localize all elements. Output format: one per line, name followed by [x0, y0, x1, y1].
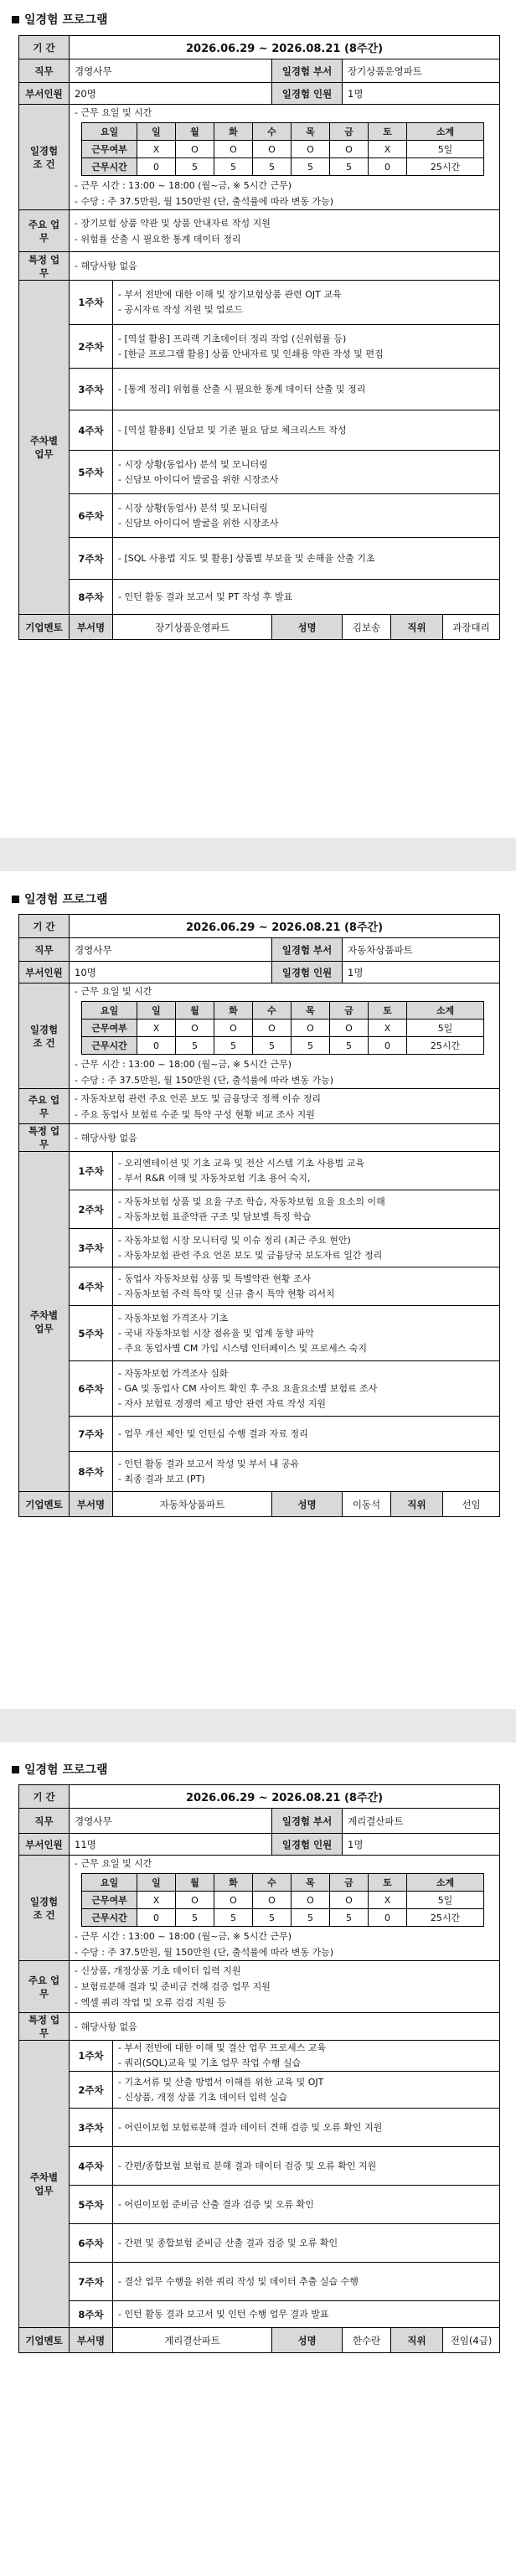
duties-label: 주요 업무: [19, 210, 70, 252]
square-bullet-icon: [12, 16, 19, 23]
week-tasks: [113, 410, 500, 451]
dept-value: 계리결산파트: [343, 1809, 500, 1834]
conditions-label: 일경험 조 건: [19, 105, 70, 210]
duty-line: - 엑셀 쿼리 작업 및 오류 검검 지원 등: [75, 1997, 226, 2008]
schedule-header-cell: 수: [253, 1874, 292, 1892]
special-value: - 해당사항 없음: [70, 2013, 500, 2041]
week-task-line: - 주요 동업사별 CM 가입 시스템 인터페이스 및 프로세스 숙지: [118, 1342, 368, 1354]
trainees-label: 일경험 인원: [272, 83, 343, 105]
week-number: 2주차: [70, 1190, 113, 1229]
members-label: 부서인원: [19, 83, 70, 105]
schedule-cell: 5: [214, 158, 253, 176]
mentor-name-label: 성명: [272, 2328, 343, 2353]
schedule-cell: O: [253, 141, 292, 158]
schedule-cell: X: [369, 1020, 407, 1037]
schedule-cell: O: [176, 1892, 214, 1909]
schedule-header-cell: 수: [253, 123, 292, 141]
square-bullet-icon: [12, 1766, 19, 1773]
program-table: [18, 1784, 500, 2353]
mentor-dept-value: 장기상품운영파트: [113, 615, 272, 640]
schedule-cell: 5: [176, 1909, 214, 1927]
schedule-header-cell: 소계: [407, 123, 484, 141]
trainees-value: 1명: [343, 1834, 500, 1856]
trainees-label: 일경험 인원: [272, 1834, 343, 1856]
schedule-intro: - 근무 요일 및 시간: [75, 986, 152, 997]
schedule-cell: O: [292, 1020, 330, 1037]
week-tasks: [113, 281, 500, 325]
schedule-table: [81, 1873, 484, 1927]
week-number: 4주차: [70, 1267, 113, 1306]
schedule-cell: 5: [292, 158, 330, 176]
schedule-cell: 0: [137, 1037, 176, 1055]
schedule-cell: 5: [253, 1037, 292, 1055]
mentor-name-label: 성명: [272, 615, 343, 640]
mentor-dept-label: 부서명: [70, 1492, 113, 1517]
week-task-line: - 부서 전반에 대한 이해 및 장기보험상품 관련 OJT 교육: [118, 289, 342, 300]
schedule-header-cell: 토: [369, 1002, 407, 1020]
mentor-pos-label: 직위: [391, 1492, 443, 1517]
weekly-label: 주차별 업무: [19, 2041, 70, 2328]
schedule-cell: O: [214, 1892, 253, 1909]
week-number: 6주차: [70, 2224, 113, 2263]
week-number: 3주차: [70, 369, 113, 410]
section-title-text: 일경험 프로그램: [24, 13, 108, 27]
week-task-line: - GA 및 동업사 CM 사이트 확인 후 주요 요율요소별 보험료 조사: [118, 1382, 378, 1394]
week-task-line: - 자동차보험 표준약관 구조 및 담보별 특징 학습: [118, 1211, 312, 1222]
mentor-name-value: 이동석: [343, 1492, 391, 1517]
schedule-cell: O: [176, 1020, 214, 1037]
mentor-dept-label: 부서명: [70, 615, 113, 640]
section-title: [12, 1761, 108, 1778]
members-value: 10명: [70, 962, 272, 983]
schedule-header-cell: 목: [292, 1874, 330, 1892]
dept-label: 일경험 부서: [272, 59, 343, 83]
week-number: 4주차: [70, 2147, 113, 2186]
duties-label: 주요 업무: [19, 1089, 70, 1124]
week-task-line: - 신담보 아이디어 발굴을 위한 시장조사: [118, 517, 279, 529]
mentor-pos-value: 전임(4급): [443, 2328, 500, 2353]
mentor-name-value: 한수란: [343, 2328, 391, 2353]
week-task-line: - 어린이보험 보험료분해 결과 데이터 견해 검증 및 오류 확인 지원: [118, 2121, 383, 2133]
mentor-pos-value: 선임: [443, 1492, 500, 1517]
schedule-cell: 5: [176, 1037, 214, 1055]
dept-label: 일경험 부서: [272, 938, 343, 962]
schedule-cell: O: [214, 141, 253, 158]
schedule-row-label: 근무여부: [82, 1892, 137, 1909]
schedule-cell: 0: [137, 158, 176, 176]
schedule-cell: 5: [253, 158, 292, 176]
condition-line: - 근무 시간 : 13:00 ~ 18:00 (월~금, ※ 5시간 근무): [75, 1931, 292, 1942]
period-label: 기 간: [19, 36, 70, 59]
schedule-cell: 0: [369, 158, 407, 176]
weekly-label: 주차별 업무: [19, 281, 70, 615]
week-task-line: - 시장 상황(동업사) 분석 및 모니터링: [118, 458, 268, 470]
schedule-cell: 25시간: [407, 158, 484, 176]
schedule-intro: - 근무 요일 및 시간: [75, 1858, 152, 1869]
schedule-cell: 5: [330, 158, 369, 176]
week-number: 3주차: [70, 1229, 113, 1267]
week-task-line: - 자동차보험 주력 특약 및 신규 출시 특약 현황 리서치: [118, 1288, 335, 1299]
schedule-header-cell: 목: [292, 123, 330, 141]
mentor-label: 기업멘토: [19, 2328, 70, 2353]
schedule-header-cell: 요일: [82, 123, 137, 141]
week-number: 7주차: [70, 538, 113, 580]
members-label: 부서인원: [19, 1834, 70, 1856]
week-task-line: - 인턴 활동 결과 보고서 작성 및 부서 내 공유: [118, 1458, 300, 1469]
week-task-line: - [역설 활용Ⅱ] 신담보 및 기존 필요 담보 체크리스트 작성: [118, 424, 347, 436]
schedule-header-cell: 소계: [407, 1002, 484, 1020]
duty-line: - 자동차보험 관련 주요 언론 보도 및 금융당국 정책 이슈 정리: [75, 1092, 321, 1104]
week-number: 1주차: [70, 281, 113, 325]
schedule-cell: X: [137, 1020, 176, 1037]
week-task-line: - 인턴 활동 결과 보고서 및 인턴 수행 업무 결과 발표: [118, 2308, 329, 2320]
duty-line: - 위험률 산출 시 필요한 통계 데이터 정리: [75, 233, 241, 245]
schedule-cell: 5: [176, 158, 214, 176]
job-label: 직무: [19, 938, 70, 962]
section-title: [12, 11, 108, 28]
schedule-header-cell: 일: [137, 1874, 176, 1892]
schedule-cell: 0: [137, 1909, 176, 1927]
schedule-cell: 5일: [407, 1020, 484, 1037]
period-value: 2026.06.29 ~ 2026.08.21 (8주간): [70, 915, 500, 938]
week-task-line: - 국내 자동차보험 시장 점유율 및 업계 동향 파악: [118, 1327, 314, 1339]
program-table: [18, 914, 500, 1517]
week-task-line: - 인턴 활동 결과 보고서 및 PT 작성 후 발표: [118, 591, 293, 602]
schedule-table: [81, 122, 484, 176]
week-tasks: [113, 2072, 500, 2109]
condition-line: - 근무 시간 : 13:00 ~ 18:00 (월~금, ※ 5시간 근무): [75, 1059, 292, 1070]
week-task-line: - 쿼리(SQL)교육 및 기초 업무 작업 수행 실습: [118, 2057, 302, 2068]
week-task-line: - 어린이보험 준비금 산출 결과 검증 및 오류 확인: [118, 2198, 314, 2210]
conditions-label: 일경험 조 건: [19, 1856, 70, 1961]
week-number: 8주차: [70, 2301, 113, 2328]
week-task-line: - 오리엔테이션 및 기초 교육 및 전산 시스템 기초 사용법 교육: [118, 1157, 364, 1169]
week-number: 1주차: [70, 2041, 113, 2072]
week-task-line: - [역설 활용] 프리랙 기초데이터 정리 작업 (신위험률 등): [118, 333, 347, 344]
week-task-line: - 최종 결과 보고 (PT): [118, 1473, 205, 1484]
week-tasks: [113, 1452, 500, 1492]
week-task-line: - 신상품, 개정 상품 기초 데이터 입력 실습: [118, 2091, 287, 2103]
week-tasks: [113, 1306, 500, 1361]
square-bullet-icon: [12, 896, 19, 903]
schedule-header-cell: 월: [176, 1874, 214, 1892]
dept-value: 장기상품운영파트: [343, 59, 500, 83]
schedule-cell: O: [330, 1020, 369, 1037]
schedule-header-cell: 금: [330, 123, 369, 141]
duties-content: [70, 1089, 500, 1124]
week-task-line: - [SQL 사용법 지도 및 활용] 상품별 부보율 및 손해율 산출 기초: [118, 552, 375, 564]
week-number: 8주차: [70, 1452, 113, 1492]
week-tasks: [113, 1190, 500, 1229]
period-label: 기 간: [19, 915, 70, 938]
schedule-cell: 5: [292, 1909, 330, 1927]
week-tasks: [113, 2263, 500, 2301]
schedule-cell: O: [176, 141, 214, 158]
schedule-row-label: 근무시간: [82, 1037, 137, 1055]
schedule-header-cell: 목: [292, 1002, 330, 1020]
week-tasks: [113, 1152, 500, 1190]
schedule-row-label: 근무여부: [82, 141, 137, 158]
members-label: 부서인원: [19, 962, 70, 983]
week-tasks: [113, 1229, 500, 1267]
week-task-line: - 간편/종합보험 보험료 분해 결과 데이터 검증 및 오류 확인 지원: [118, 2160, 377, 2171]
week-number: 6주차: [70, 1361, 113, 1417]
job-value: 경영사무: [70, 59, 272, 83]
schedule-header-cell: 소계: [407, 1874, 484, 1892]
schedule-row-label: 근무여부: [82, 1020, 137, 1037]
week-task-line: - 부서 전반에 대한 이해 및 결산 업무 프로세스 교육: [118, 2042, 326, 2053]
week-tasks: [113, 2147, 500, 2186]
conditions-content: [70, 1856, 500, 1961]
week-number: 3주차: [70, 2109, 113, 2147]
program-page: [0, 871, 516, 1709]
special-value: - 해당사항 없음: [70, 1124, 500, 1152]
schedule-header-cell: 일: [137, 1002, 176, 1020]
section-title-text: 일경험 프로그램: [24, 893, 108, 906]
schedule-cell: 25시간: [407, 1909, 484, 1927]
schedule-cell: O: [292, 141, 330, 158]
schedule-cell: 5: [214, 1037, 253, 1055]
schedule-cell: 25시간: [407, 1037, 484, 1055]
special-label: 특정 업무: [19, 2013, 70, 2041]
schedule-header-cell: 화: [214, 1874, 253, 1892]
dept-label: 일경험 부서: [272, 1809, 343, 1834]
conditions-content: [70, 983, 500, 1089]
schedule-cell: O: [253, 1892, 292, 1909]
week-number: 1주차: [70, 1152, 113, 1190]
special-value: - 해당사항 없음: [70, 252, 500, 281]
schedule-cell: 5: [292, 1037, 330, 1055]
week-tasks: [113, 1417, 500, 1452]
schedule-header-cell: 요일: [82, 1002, 137, 1020]
schedule-cell: O: [330, 141, 369, 158]
schedule-cell: 5일: [407, 141, 484, 158]
schedule-header-cell: 토: [369, 1874, 407, 1892]
mentor-pos-value: 과장대리: [443, 615, 500, 640]
mentor-name-value: 김보송: [343, 615, 391, 640]
condition-line: - 수당 : 주 37.5만원, 월 150만원 (단, 출석률에 따라 변동 가능): [75, 196, 334, 207]
week-task-line: - [통계 정리] 위험률 산출 시 필요한 통계 데이터 산출 및 정리: [118, 383, 366, 395]
condition-line: - 근무 시간 : 13:00 ~ 18:00 (월~금, ※ 5시간 근무): [75, 180, 292, 191]
schedule-cell: O: [253, 1020, 292, 1037]
trainees-value: 1명: [343, 83, 500, 105]
job-label: 직무: [19, 59, 70, 83]
schedule-header-cell: 금: [330, 1002, 369, 1020]
schedule-table: [81, 1001, 484, 1055]
week-number: 6주차: [70, 494, 113, 538]
week-task-line: - 자동차보험 시장 모니터링 및 이슈 정리 (최근 주요 현안): [118, 1234, 351, 1246]
schedule-cell: O: [330, 1892, 369, 1909]
schedule-cell: O: [292, 1892, 330, 1909]
mentor-label: 기업멘토: [19, 1492, 70, 1517]
week-task-line: - 시장 상황(동업사) 분석 및 모니터링: [118, 502, 268, 514]
schedule-header-cell: 화: [214, 1002, 253, 1020]
week-tasks: [113, 2041, 500, 2072]
week-task-line: - 간편 및 종합보험 준비금 산출 결과 검증 및 오류 확인: [118, 2237, 338, 2248]
week-task-line: - [한글 프로그램 활용] 상품 안내자료 및 인쇄용 약관 작성 및 편집: [118, 348, 384, 359]
week-task-line: - 부서 R&R 이해 및 자동차보험 기초 용어 숙지,: [118, 1172, 311, 1184]
job-value: 경영사무: [70, 938, 272, 962]
week-task-line: - 자사 보험료 경쟁력 제고 방안 관련 자료 작성 지원: [118, 1397, 326, 1409]
job-value: 경영사무: [70, 1809, 272, 1834]
week-task-line: - 자동차보험 관련 주요 언론 보도 및 금융당국 보도자료 일간 정리: [118, 1249, 383, 1261]
week-number: 5주차: [70, 2186, 113, 2224]
week-tasks: [113, 2186, 500, 2224]
schedule-cell: X: [137, 141, 176, 158]
week-number: 8주차: [70, 580, 113, 615]
week-tasks: [113, 325, 500, 369]
schedule-cell: 5: [214, 1909, 253, 1927]
week-tasks: [113, 2224, 500, 2263]
schedule-row-label: 근무시간: [82, 158, 137, 176]
schedule-header-cell: 화: [214, 123, 253, 141]
weekly-label: 주차별 업무: [19, 1152, 70, 1492]
duties-content: [70, 210, 500, 252]
duties-content: [70, 1961, 500, 2013]
week-task-line: - 기초서류 및 산출 방법서 이해를 위한 교육 및 OJT: [118, 2076, 324, 2088]
trainees-value: 1명: [343, 962, 500, 983]
week-task-line: - 신담보 아이디어 발굴을 위한 시장조사: [118, 473, 279, 485]
period-label: 기 간: [19, 1785, 70, 1809]
week-tasks: [113, 2301, 500, 2328]
duty-line: - 주요 동업사 보험료 수준 및 특약 구성 현황 비교 조사 지원: [75, 1108, 315, 1120]
program-table: [18, 35, 500, 640]
conditions-content: [70, 105, 500, 210]
week-task-line: - 공시자료 작성 지원 및 업로드: [118, 304, 243, 315]
week-number: 7주차: [70, 1417, 113, 1452]
trainees-label: 일경험 인원: [272, 962, 343, 983]
schedule-cell: X: [369, 1892, 407, 1909]
mentor-name-label: 성명: [272, 1492, 343, 1517]
week-number: 4주차: [70, 410, 113, 451]
week-number: 2주차: [70, 325, 113, 369]
schedule-cell: 5일: [407, 1892, 484, 1909]
week-tasks: [113, 580, 500, 615]
duty-line: - 장기보험 상품 약관 및 상품 안내자료 작성 지원: [75, 217, 271, 229]
dept-value: 자동차상품파트: [343, 938, 500, 962]
week-tasks: [113, 494, 500, 538]
job-label: 직무: [19, 1809, 70, 1834]
week-tasks: [113, 369, 500, 410]
duty-line: - 보험료분해 결과 및 준비금 견해 검증 업무 지원: [75, 1981, 271, 1992]
members-value: 20명: [70, 83, 272, 105]
condition-line: - 수당 : 주 37.5만원, 월 150만원 (단, 출석률에 따라 변동 가능): [75, 1075, 334, 1086]
period-value: 2026.06.29 ~ 2026.08.21 (8주간): [70, 36, 500, 59]
week-task-line: - 자동차보험 가격조사 기초: [118, 1312, 229, 1324]
period-value: 2026.06.29 ~ 2026.08.21 (8주간): [70, 1785, 500, 1809]
week-number: 5주차: [70, 451, 113, 494]
schedule-cell: 0: [369, 1037, 407, 1055]
schedule-header-cell: 금: [330, 1874, 369, 1892]
condition-line: - 수당 : 주 37.5만원, 월 150만원 (단, 출석률에 따라 변동 가능): [75, 1947, 334, 1958]
mentor-pos-label: 직위: [391, 615, 443, 640]
section-title: [12, 891, 108, 907]
members-value: 11명: [70, 1834, 272, 1856]
week-number: 5주차: [70, 1306, 113, 1361]
week-task-line: - 결산 업무 수행을 위한 쿼리 작성 및 데이터 추출 실습 수행: [118, 2275, 359, 2287]
program-page: [0, 1742, 516, 2576]
schedule-cell: O: [214, 1020, 253, 1037]
week-task-line: - 동업사 자동차보험 상품 및 특별약관 현황 조사: [118, 1273, 312, 1284]
special-label: 특정 업무: [19, 252, 70, 281]
schedule-row-label: 근무시간: [82, 1909, 137, 1927]
schedule-header-cell: 요일: [82, 1874, 137, 1892]
week-tasks: [113, 451, 500, 494]
week-task-line: - 자동차보험 가격조사 심화: [118, 1367, 229, 1379]
schedule-header-cell: 일: [137, 123, 176, 141]
schedule-header-cell: 수: [253, 1002, 292, 1020]
conditions-label: 일경험 조 건: [19, 983, 70, 1089]
week-tasks: [113, 2109, 500, 2147]
schedule-cell: 5: [330, 1909, 369, 1927]
mentor-dept-value: 자동차상품파트: [113, 1492, 272, 1517]
week-tasks: [113, 538, 500, 580]
week-tasks: [113, 1267, 500, 1306]
mentor-dept-value: 계리결산파트: [113, 2328, 272, 2353]
schedule-cell: 5: [253, 1909, 292, 1927]
schedule-cell: X: [369, 141, 407, 158]
duty-line: - 신상품, 개정상품 기초 데이터 입력 지원: [75, 1965, 241, 1976]
special-label: 특정 업무: [19, 1124, 70, 1152]
program-page: [0, 0, 516, 838]
mentor-pos-label: 직위: [391, 2328, 443, 2353]
schedule-cell: 5: [330, 1037, 369, 1055]
duties-label: 주요 업무: [19, 1961, 70, 2013]
section-title-text: 일경험 프로그램: [24, 1763, 108, 1777]
week-number: 2주차: [70, 2072, 113, 2109]
week-task-line: - 자동차보험 상품 및 요율 구조 학습, 자동차보험 요율 요소의 이해: [118, 1195, 385, 1207]
schedule-intro: - 근무 요일 및 시간: [75, 107, 152, 118]
mentor-dept-label: 부서명: [70, 2328, 113, 2353]
week-tasks: [113, 1361, 500, 1417]
week-number: 7주차: [70, 2263, 113, 2301]
week-task-line: - 업무 개선 제안 및 인턴십 수행 결과 자료 정리: [118, 1427, 308, 1439]
mentor-label: 기업멘토: [19, 615, 70, 640]
schedule-cell: 0: [369, 1909, 407, 1927]
schedule-header-cell: 토: [369, 123, 407, 141]
schedule-header-cell: 월: [176, 123, 214, 141]
schedule-header-cell: 월: [176, 1002, 214, 1020]
schedule-cell: X: [137, 1892, 176, 1909]
